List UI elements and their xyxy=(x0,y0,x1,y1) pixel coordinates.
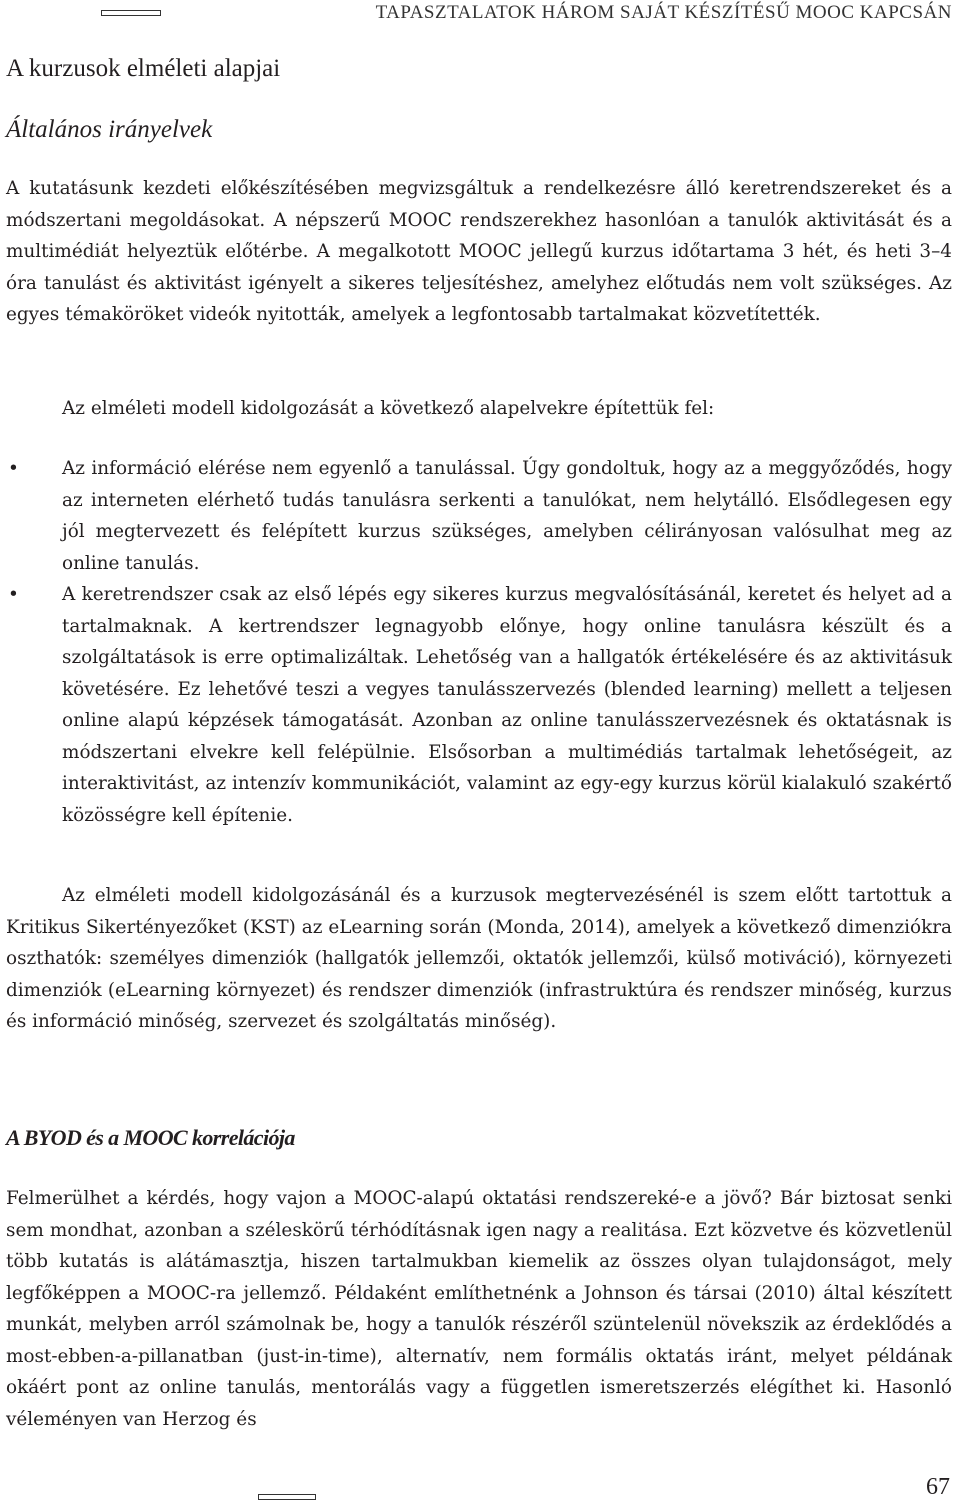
principles-list xyxy=(6,453,952,831)
bullet-icon: • xyxy=(8,458,19,479)
list-item-text: Az információ elérése nem egyenlő a tanulással. Úgy gondoltuk, hogy az a meggyőződés, hogy az interneten elérhető tudás tanulásra serkenti a tanulókat, nem helytálló. Elsődlegesen egy jól megtervezett és felépített kurzus szükséges, amelyben célirányosan valósulhat meg az online tanulás. xyxy=(62,458,952,574)
list-item xyxy=(6,453,952,579)
page-number: 67 xyxy=(926,1474,950,1500)
section-title: A kurzusok elméleti alapjai xyxy=(6,55,281,82)
paragraph-framework: A kutatásunk kezdeti előkészítésében megvizsgáltuk a rendelkezésre álló keretrendszereket és a módszertani megoldásokat. A népszerű MOOC rendszerekhez hasonlóan a tanulók aktivitását és a multimédiát helyeztük előtérbe. A megalkotott MOOC jellegű kurzus időtartama 3 hét, és heti 3–4 óra tanulást és aktivitást igényelt a sikeres teljesítéshez, amelyhez előtudás nem volt szükséges. Az egyes témaköröket videók nyitották, amelyek a legfontosabb tartalmakat közvetítették. xyxy=(6,178,952,325)
subsection-title-general-principles: Általános irányelvek xyxy=(6,116,213,143)
header-rule-ornament xyxy=(101,10,161,16)
paragraph-byod-mooc: Felmerülhet a kérdés, hogy vajon a MOOC-alapú oktatási rendszereké-e a jövő? Bár biztosat senki sem mondhat, azonban a széleskörű térhódításnak igen nagy a realitása. Ezt közvetve és közvetlenül több kutatás is alátámasztja, hiszen tartalmukban kiemelik az összes olyan tulajdonságot, mely legfőképpen a MOOC-ra jellemző. Példaként említhetnénk a Johnson és társai (2010) által készített munkát, melyben arról számolnak be, hogy a tanulók részéről szüntelenül növekszik az érdeklődés a most-ebben-a-pillanatban (just-in-time), alternatív, nem formális oktatás iránt, melyet példának okáért pont az online tanulás, mentorálás vagy a független ismeretszerzés elégíthet ki. Hasonló véleményen van Herzog és xyxy=(6,1188,952,1430)
principles-intro: Az elméleti modell kidolgozását a következő alapelvekre építettük fel: xyxy=(62,398,715,419)
bullet-icon: • xyxy=(8,584,19,605)
list-item xyxy=(6,579,952,831)
footer-rule-ornament xyxy=(258,1494,316,1500)
list-item-text: A keretrendszer csak az első lépés egy sikeres kurzus megvalósításánál, keretet és helyet ad a tartalmaknak. A kertrendszer legnagyobb előnye, hogy online tanulásra készült és a szolgáltatások is erre optimalizáltak. Lehetőség van a hallgatók értékelésére és az aktivitásuk követésére. Ez lehetővé teszi a vegyes tanulásszervezés (blended learning) mellett a teljesen online alapú képzések támogatását. Azonban az online tanulásszervezésnek és oktatásnak is módszertani elvekre kell felépülnie. Elsősorban a multimédiás tartalmak lehetőségeit, az interaktivitást, az intenzív kommunikációt, valamint az egy-egy kurzus körül kialakuló szakértő közösségre kell építenie. xyxy=(62,584,952,826)
subsection-title-byod-mooc: A BYOD és a MOOC korrelációja xyxy=(6,1125,295,1150)
running-head: TAPASZTALATOK HÁROM SAJÁT KÉSZÍTÉSŰ MOOC KAPCSÁN xyxy=(375,2,952,23)
paragraph-success-factors: Az elméleti modell kidolgozásánál és a kurzusok megtervezésénél is szem előtt tartottuk a Kritikus Sikertényezőket (KST) az eLearning során (Monda, 2014), amelyek a következő dimenziókra oszthatók: személyes dimenziók (hallgatók jellemzői, oktatók jellemzői, külső motiváció), környezeti dimenziók (eLearning környezet) és rendszer dimenziók (infrastruktúra és rendszer minőség, kurzus és információ minőség, szervezet és szolgáltatás minőség). xyxy=(6,885,952,1032)
